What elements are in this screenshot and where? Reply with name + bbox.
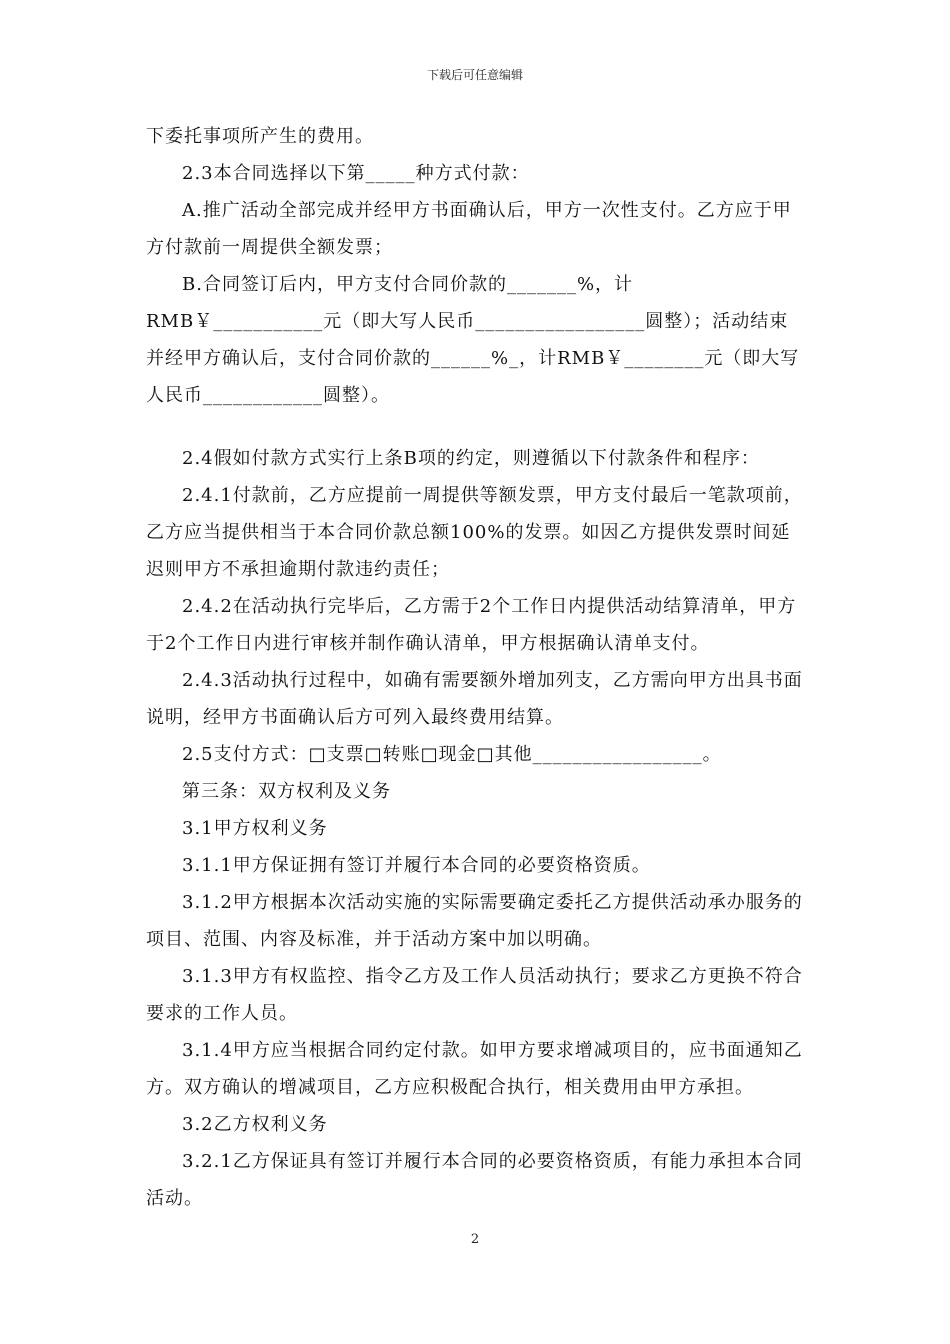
paragraph-option-b: B.合同签订后内，甲方支付合同价款的_______%，计RMB￥___________元（即大写人民币_________________圆整）；活动结束并经甲方确认后，支付合同价款的______%_，计RMB￥________元（即大写人民币____________圆整）。 — [146, 274, 800, 406]
paragraph-2-5: 2.5支付方式：□支票□转账□现金□其他_________________。 — [182, 744, 722, 765]
page-header: 下载后可任意编辑 — [426, 68, 523, 82]
paragraph-3-1-3: 3.1.3甲方有权监控、指令乙方及工作人员活动执行；要求乙方更换不符合要求的工作人员。 — [146, 966, 803, 1024]
paragraph-option-a: A.推广活动全部完成并经甲方书面确认后，甲方一次性支付。乙方应于甲方付款前一周提供全额发票； — [146, 200, 792, 258]
paragraph-3-2-1: 3.2.1乙方保证具有签订并履行本合同的必要资格资质，有能力承担本合同活动。 — [146, 1151, 803, 1209]
paragraph-spacer — [146, 414, 806, 440]
page-number: 2 — [470, 1232, 480, 1247]
section-heading-3-1: 3.1甲方权利义务 — [182, 818, 328, 839]
section-heading-article-3: 第三条：双方权利及义务 — [182, 781, 391, 802]
section-heading-3-2: 3.2乙方权利义务 — [182, 1114, 328, 1135]
document-body — [146, 118, 806, 1217]
paragraph-3-1-4: 3.1.4甲方应当根据合同约定付款。如甲方要求增减项目的，应书面通知乙方。双方确认的增减项目，乙方应积极配合执行，相关费用由甲方承担。 — [146, 1040, 803, 1098]
paragraph-fee-continuation: 下委托事项所产生的费用。 — [146, 126, 374, 147]
paragraph-3-1-2: 3.1.2甲方根据本次活动实施的实际需要确定委托乙方提供活动承办服务的项目、范围、内容及标准，并于活动方案中加以明确。 — [146, 892, 803, 950]
paragraph-3-1-1: 3.1.1甲方保证拥有签订并履行本合同的必要资格资质。 — [182, 855, 651, 876]
paragraph-2-4-3: 2.4.3活动执行过程中，如确有需要额外增加列支，乙方需向甲方出具书面说明，经甲方书面确认后方可列入最终费用结算。 — [146, 670, 803, 728]
paragraph-2-4-2: 2.4.2在活动执行完毕后，乙方需于2个工作日内提供活动结算清单，甲方于2个工作日内进行审核并制作确认清单，甲方根据确认清单支付。 — [146, 596, 797, 654]
paragraph-2-4: 2.4假如付款方式实行上条B项的约定，则遵循以下付款条件和程序： — [182, 448, 760, 469]
paragraph-2-3: 2.3本合同选择以下第_____种方式付款： — [182, 163, 530, 184]
paragraph-2-4-1: 2.4.1付款前，乙方应提前一周提供等额发票，甲方支付最后一笔款项前，乙方应当提供相当于本合同价款总额100%的发票。如因乙方提供发票时间延迟则甲方不承担逾期付款违约责任； — [146, 485, 803, 580]
